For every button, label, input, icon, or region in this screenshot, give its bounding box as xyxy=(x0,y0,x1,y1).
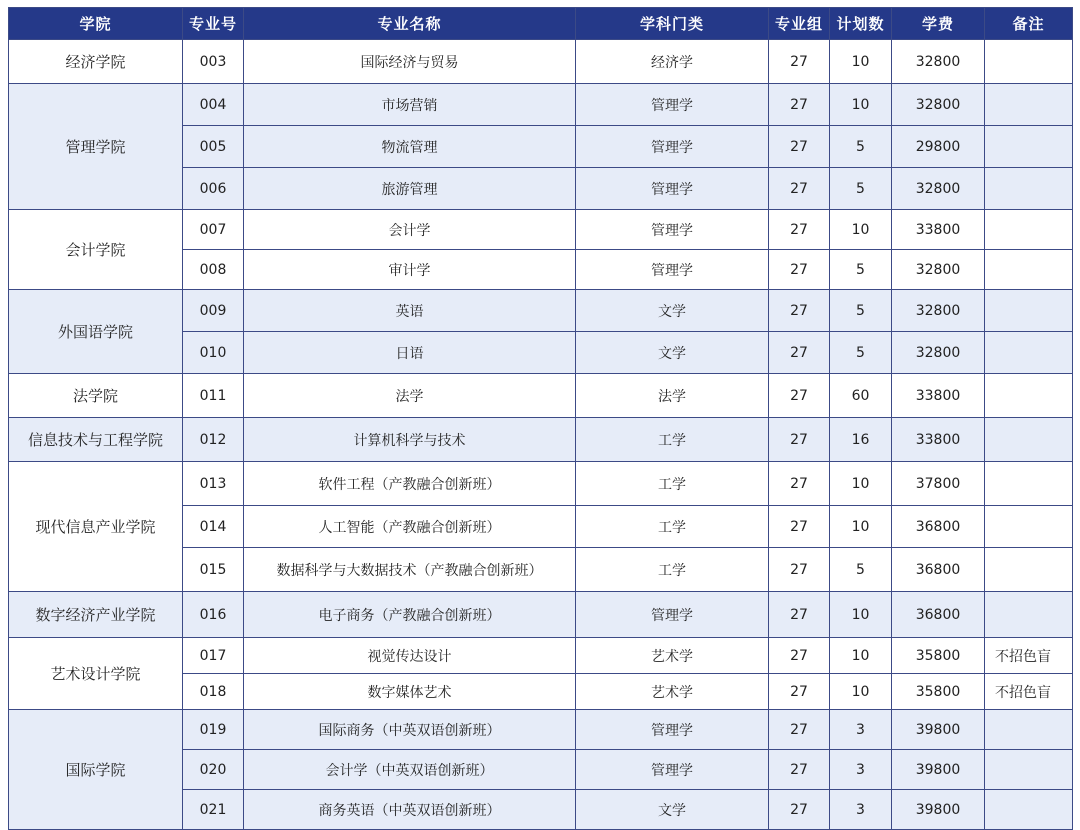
table-row xyxy=(9,592,1073,638)
major-group-cell: 27 xyxy=(769,710,830,750)
note-cell xyxy=(985,592,1073,638)
discipline-cell: 管理学 xyxy=(576,126,769,168)
major-name-cell: 商务英语（中英双语创新班） xyxy=(244,790,576,830)
table-header-row xyxy=(9,8,1073,40)
major-group-cell: 27 xyxy=(769,750,830,790)
tuition-cell: 39800 xyxy=(892,790,985,830)
major-name-cell: 市场营销 xyxy=(244,84,576,126)
note-cell xyxy=(985,750,1073,790)
college-cell: 数字经济产业学院 xyxy=(9,592,183,638)
major-group-cell: 27 xyxy=(769,332,830,374)
note-cell xyxy=(985,168,1073,210)
header-major-group: 专业组 xyxy=(769,8,830,40)
tuition-cell: 35800 xyxy=(892,674,985,710)
plan-count-cell: 5 xyxy=(830,332,892,374)
plan-count-cell: 5 xyxy=(830,250,892,290)
major-name-cell: 国际商务（中英双语创新班） xyxy=(244,710,576,750)
major-name-cell: 日语 xyxy=(244,332,576,374)
major-name-cell: 电子商务（产教融合创新班） xyxy=(244,592,576,638)
discipline-cell: 经济学 xyxy=(576,40,769,84)
major-code-cell: 012 xyxy=(183,418,244,462)
major-name-cell: 会计学 xyxy=(244,210,576,250)
major-code-cell: 013 xyxy=(183,462,244,506)
plan-count-cell: 10 xyxy=(830,674,892,710)
note-cell xyxy=(985,790,1073,830)
major-code-cell: 015 xyxy=(183,548,244,592)
major-name-cell: 英语 xyxy=(244,290,576,332)
major-group-cell: 27 xyxy=(769,638,830,674)
header-notes: 备注 xyxy=(985,8,1073,40)
tuition-cell: 32800 xyxy=(892,168,985,210)
discipline-cell: 管理学 xyxy=(576,210,769,250)
major-code-cell: 011 xyxy=(183,374,244,418)
plan-count-cell: 3 xyxy=(830,750,892,790)
tuition-cell: 35800 xyxy=(892,638,985,674)
tuition-cell: 37800 xyxy=(892,462,985,506)
admissions-table-container xyxy=(8,7,1072,830)
discipline-cell: 管理学 xyxy=(576,84,769,126)
tuition-cell: 32800 xyxy=(892,332,985,374)
tuition-cell: 32800 xyxy=(892,250,985,290)
header-discipline: 学科门类 xyxy=(576,8,769,40)
major-group-cell: 27 xyxy=(769,290,830,332)
major-code-cell: 008 xyxy=(183,250,244,290)
note-cell: 不招色盲 xyxy=(985,638,1073,674)
discipline-cell: 管理学 xyxy=(576,710,769,750)
note-cell xyxy=(985,418,1073,462)
major-name-cell: 数据科学与大数据技术（产教融合创新班） xyxy=(244,548,576,592)
major-group-cell: 27 xyxy=(769,418,830,462)
major-code-cell: 005 xyxy=(183,126,244,168)
discipline-cell: 管理学 xyxy=(576,592,769,638)
plan-count-cell: 5 xyxy=(830,126,892,168)
discipline-cell: 管理学 xyxy=(576,250,769,290)
note-cell xyxy=(985,290,1073,332)
tuition-cell: 32800 xyxy=(892,40,985,84)
major-code-cell: 007 xyxy=(183,210,244,250)
major-group-cell: 27 xyxy=(769,790,830,830)
major-group-cell: 27 xyxy=(769,506,830,548)
college-cell: 管理学院 xyxy=(9,84,183,210)
table-row xyxy=(9,40,1073,84)
major-group-cell: 27 xyxy=(769,210,830,250)
college-cell: 会计学院 xyxy=(9,210,183,290)
discipline-cell: 文学 xyxy=(576,290,769,332)
major-group-cell: 27 xyxy=(769,84,830,126)
major-name-cell: 会计学（中英双语创新班） xyxy=(244,750,576,790)
note-cell xyxy=(985,710,1073,750)
major-code-cell: 019 xyxy=(183,710,244,750)
college-cell: 现代信息产业学院 xyxy=(9,462,183,592)
major-name-cell: 计算机科学与技术 xyxy=(244,418,576,462)
tuition-cell: 39800 xyxy=(892,710,985,750)
discipline-cell: 工学 xyxy=(576,462,769,506)
major-group-cell: 27 xyxy=(769,592,830,638)
tuition-cell: 32800 xyxy=(892,290,985,332)
note-cell xyxy=(985,84,1073,126)
table-row xyxy=(9,210,1073,250)
discipline-cell: 管理学 xyxy=(576,168,769,210)
note-cell xyxy=(985,462,1073,506)
major-code-cell: 003 xyxy=(183,40,244,84)
tuition-cell: 36800 xyxy=(892,548,985,592)
table-row xyxy=(9,84,1073,126)
discipline-cell: 工学 xyxy=(576,418,769,462)
major-code-cell: 004 xyxy=(183,84,244,126)
note-cell xyxy=(985,506,1073,548)
major-code-cell: 017 xyxy=(183,638,244,674)
table-row xyxy=(9,710,1073,750)
major-code-cell: 009 xyxy=(183,290,244,332)
note-cell xyxy=(985,250,1073,290)
major-name-cell: 软件工程（产教融合创新班） xyxy=(244,462,576,506)
major-code-cell: 014 xyxy=(183,506,244,548)
major-code-cell: 010 xyxy=(183,332,244,374)
discipline-cell: 艺术学 xyxy=(576,674,769,710)
major-name-cell: 数字媒体艺术 xyxy=(244,674,576,710)
major-code-cell: 018 xyxy=(183,674,244,710)
tuition-cell: 33800 xyxy=(892,418,985,462)
plan-count-cell: 10 xyxy=(830,592,892,638)
major-name-cell: 人工智能（产教融合创新班） xyxy=(244,506,576,548)
discipline-cell: 工学 xyxy=(576,506,769,548)
college-cell: 外国语学院 xyxy=(9,290,183,374)
major-name-cell: 旅游管理 xyxy=(244,168,576,210)
major-group-cell: 27 xyxy=(769,126,830,168)
note-cell xyxy=(985,548,1073,592)
tuition-cell: 32800 xyxy=(892,84,985,126)
discipline-cell: 文学 xyxy=(576,790,769,830)
table-body xyxy=(9,40,1073,830)
major-group-cell: 27 xyxy=(769,250,830,290)
plan-count-cell: 10 xyxy=(830,462,892,506)
major-name-cell: 审计学 xyxy=(244,250,576,290)
tuition-cell: 33800 xyxy=(892,210,985,250)
major-group-cell: 27 xyxy=(769,168,830,210)
college-cell: 法学院 xyxy=(9,374,183,418)
header-major-code: 专业号 xyxy=(183,8,244,40)
tuition-cell: 33800 xyxy=(892,374,985,418)
tuition-cell: 36800 xyxy=(892,506,985,548)
major-name-cell: 视觉传达设计 xyxy=(244,638,576,674)
discipline-cell: 管理学 xyxy=(576,750,769,790)
major-group-cell: 27 xyxy=(769,374,830,418)
major-code-cell: 020 xyxy=(183,750,244,790)
major-group-cell: 27 xyxy=(769,548,830,592)
header-tuition: 学费 xyxy=(892,8,985,40)
plan-count-cell: 10 xyxy=(830,40,892,84)
plan-count-cell: 5 xyxy=(830,168,892,210)
header-plan-count: 计划数 xyxy=(830,8,892,40)
plan-count-cell: 16 xyxy=(830,418,892,462)
note-cell xyxy=(985,332,1073,374)
note-cell xyxy=(985,210,1073,250)
major-name-cell: 物流管理 xyxy=(244,126,576,168)
major-group-cell: 27 xyxy=(769,674,830,710)
major-code-cell: 021 xyxy=(183,790,244,830)
discipline-cell: 艺术学 xyxy=(576,638,769,674)
plan-count-cell: 5 xyxy=(830,290,892,332)
discipline-cell: 文学 xyxy=(576,332,769,374)
major-group-cell: 27 xyxy=(769,462,830,506)
plan-count-cell: 5 xyxy=(830,548,892,592)
table-row xyxy=(9,290,1073,332)
major-name-cell: 国际经济与贸易 xyxy=(244,40,576,84)
note-cell xyxy=(985,40,1073,84)
plan-count-cell: 3 xyxy=(830,790,892,830)
plan-count-cell: 10 xyxy=(830,506,892,548)
tuition-cell: 36800 xyxy=(892,592,985,638)
plan-count-cell: 10 xyxy=(830,84,892,126)
major-code-cell: 006 xyxy=(183,168,244,210)
major-group-cell: 27 xyxy=(769,40,830,84)
discipline-cell: 法学 xyxy=(576,374,769,418)
college-cell: 艺术设计学院 xyxy=(9,638,183,710)
major-code-cell: 016 xyxy=(183,592,244,638)
header-college: 学院 xyxy=(9,8,183,40)
note-cell: 不招色盲 xyxy=(985,674,1073,710)
table-row xyxy=(9,374,1073,418)
table-row xyxy=(9,462,1073,506)
note-cell xyxy=(985,374,1073,418)
admissions-table xyxy=(8,7,1073,830)
note-cell xyxy=(985,126,1073,168)
discipline-cell: 工学 xyxy=(576,548,769,592)
major-name-cell: 法学 xyxy=(244,374,576,418)
plan-count-cell: 10 xyxy=(830,638,892,674)
tuition-cell: 39800 xyxy=(892,750,985,790)
plan-count-cell: 10 xyxy=(830,210,892,250)
table-row xyxy=(9,418,1073,462)
table-row xyxy=(9,638,1073,674)
college-cell: 国际学院 xyxy=(9,710,183,830)
plan-count-cell: 60 xyxy=(830,374,892,418)
plan-count-cell: 3 xyxy=(830,710,892,750)
college-cell: 信息技术与工程学院 xyxy=(9,418,183,462)
header-major-name: 专业名称 xyxy=(244,8,576,40)
tuition-cell: 29800 xyxy=(892,126,985,168)
college-cell: 经济学院 xyxy=(9,40,183,84)
